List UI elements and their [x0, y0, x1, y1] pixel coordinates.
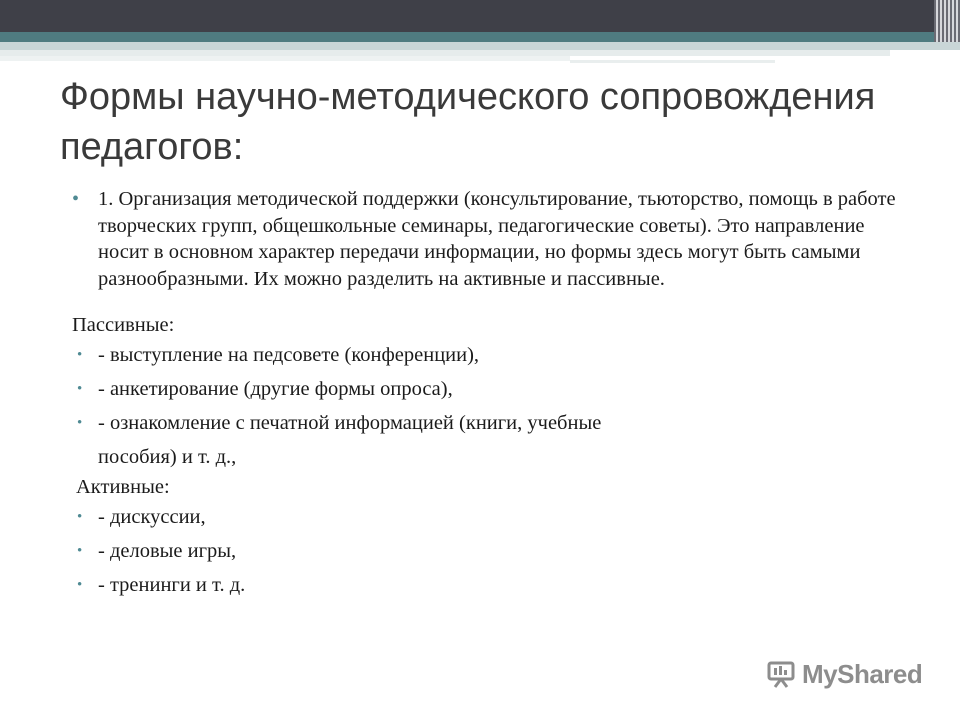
projector-screen-icon	[766, 659, 796, 689]
watermark	[766, 656, 922, 692]
slide-title: Формы научно-методического сопровождения педагогов:	[60, 76, 876, 168]
list-item-text: - выступление на педсовете (конференции),	[98, 344, 480, 366]
top-accent-bar	[0, 32, 960, 42]
bullet-icon: •	[77, 543, 83, 559]
bullet-icon: •	[77, 509, 83, 525]
watermark-text: MyShared	[802, 658, 923, 689]
list-item-text: - тренинги и т. д.	[98, 574, 246, 596]
top-divider-line-right	[570, 60, 775, 63]
active-label: Активные:	[76, 476, 170, 498]
list-item	[60, 406, 920, 474]
list-item-text: - анкетирование (другие формы опроса),	[98, 378, 453, 400]
list-item	[60, 338, 920, 372]
list-item	[60, 568, 920, 602]
list-item-text: - ознакомление с печатной информацией (книги, учебные	[98, 412, 602, 434]
top-light-bar	[0, 42, 960, 50]
intro-text: 1. Организация методической поддержки (консультирование, тьюторство, помощь в работе творческих групп, общешкольные семинары, педагогические советы). Это направление носит в основном характер передачи информации, но формы здесь могут быть самыми разнообразными. Их можно разделить на активные и пассивные.	[98, 188, 896, 290]
passive-list	[60, 338, 920, 474]
corner-stripes	[934, 0, 960, 42]
list-item-text: - деловые игры,	[98, 540, 237, 562]
top-divider-line-short	[0, 56, 570, 61]
bullet-icon: •	[77, 381, 83, 397]
list-item-continuation: пособия) и т. д.,	[98, 446, 237, 468]
intro-paragraph	[60, 186, 920, 292]
top-dark-bar	[0, 0, 960, 32]
passive-label: Пассивные:	[72, 314, 175, 336]
list-item	[60, 372, 920, 406]
active-list	[60, 500, 920, 602]
bullet-icon: •	[77, 347, 83, 363]
list-item	[60, 534, 920, 568]
list-item-text: - дискуссии,	[98, 506, 206, 528]
bullet-icon: •	[72, 188, 80, 210]
bullet-icon: •	[77, 415, 83, 431]
list-item	[60, 500, 920, 534]
slide-body	[60, 186, 920, 602]
bullet-icon: •	[77, 577, 83, 593]
